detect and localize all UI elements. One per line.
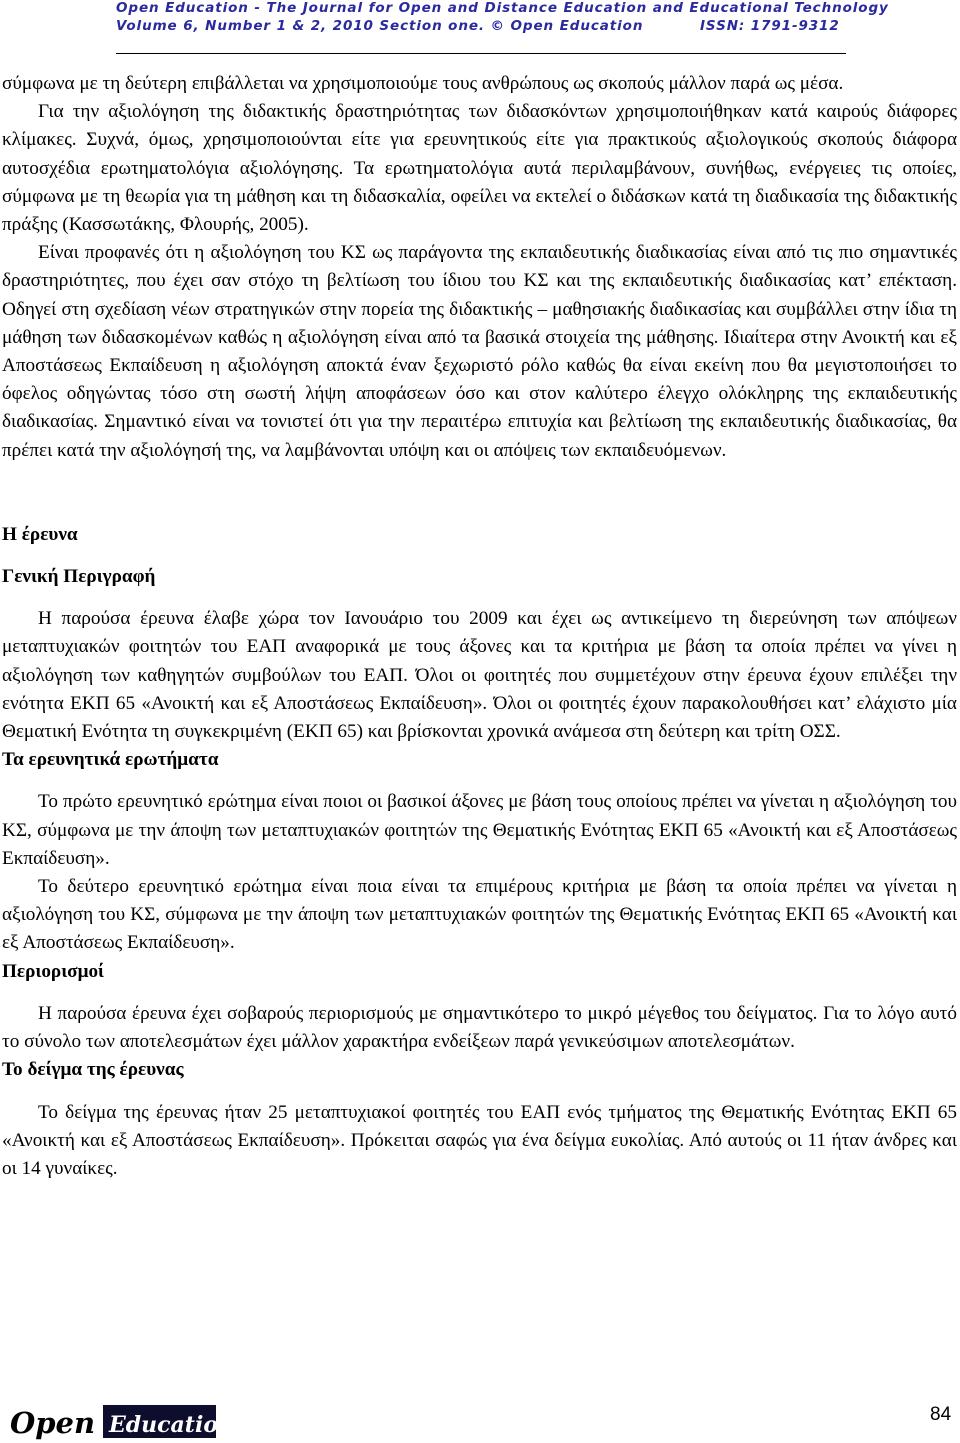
issn: ISSN: 1791-9312 (700, 18, 840, 34)
paragraph: Το πρώτο ερευνητικό ερώτημα είναι ποιοι οι βασικοί άξονες με βάση τους οποίους πρέπει να γίνεται η αξιολόγηση του ΚΣ, σύμφωνα με την άποψη των μεταπτυχιακών φοιτητών της Θεματικής Ενότητας ΕΚΠ 65 «Ανοικτή και εξ Αποστάσεως Εκπαίδευση». (2, 791, 957, 869)
paragraph: Το δείγμα της έρευνας ήταν 25 μεταπτυχιακοί φοιτητές του ΕΑΠ ενός τμήματος της Θεματικής Ενότητας ΕΚΠ 65 «Ανοικτή και εξ Αποστάσεως Εκπαίδευση». Πρόκειται σαφώς για ένα δείγμα ευκολίας. Από αυτούς οι 11 ήταν άνδρες και οι 14 γυναίκες. (2, 1101, 957, 1179)
spacer (2, 465, 957, 521)
subsection-heading: Περιορισμοί (2, 960, 105, 982)
section-heading: Η έρευνα (2, 523, 78, 545)
volume-info: Volume 6, Number 1 & 2, 2010 Section one. © Open Education (116, 18, 644, 34)
journal-title: Open Education - The Journal for Open and Distance Education and Educational Technology (116, 0, 889, 16)
paragraph: Είναι προφανές ότι η αξιολόγηση του ΚΣ ως παράγοντα της εκπαιδευτικής διαδικασίας είναι από τις πιο σημαντικές δραστηριότητες, που έχει σαν στόχο τη βελτίωση του ίδιου του ΚΣ και της εκπαιδευτικής διαδικασίας κατ’ επέκταση. Οδηγεί στη σχεδίαση νέων στρατηγικών στην πορεία της διδακτικής – μαθησιακής διαδικασίας και συμβάλλει στην ίδια τη μάθηση των διδασκομένων καθώς η αξιολόγηση είναι από τα βασικά στοιχεία της μάθησης. Ιδιαίτερα στην Ανοικτή και εξ Αποστάσεως Εκπαίδευση η αξιολόγηση αποκτά έναν ξεχωριστό ρόλο καθώς θα είναι εκείνη που θα μεγιστοποιήσει το όφελος οδηγώντας τόσο στη σωστή λήψη αποφάσεων όσο και στον καλύτερο έλεγχο ολόκληρης της εκπαιδευτικής διαδικασίας. Σημαντικό είναι να τονιστεί ότι για την περαιτέρω επιτυχία και βελτίωση της εκπαιδευτικής διαδικασίας, θα πρέπει κατά την αξιολόγησή της, να λαμβάνονται υπόψη και οι απόψεις των εκπαιδευόμενων. (2, 242, 957, 461)
page-header (0, 0, 960, 60)
logo-word-open: Open (10, 1406, 96, 1440)
spacer (2, 591, 957, 605)
paragraph: Για την αξιολόγηση της διδακτικής δραστηριότητας των διδασκόντων χρησιμοποιήθηκαν κατά καιρούς διάφορες κλίμακες. Συχνά, όμως, χρησιμοποιούνται είτε για ερευνητικούς είτε για πρακτικούς αξιολογικούς σκοπούς διάφορα αυτοσχέδια ερωτηματολόγια αξιολόγησης. Τα ερωτηματολόγια αυτά περιλαμβάνουν, συνήθως, ενέργειες τις οποίες, σύμφωνα με τη θεωρία για τη μάθηση και τη διδασκαλία, οφείλει να εκτελεί ο διδάσκων κατά τη διαδικασία της διδακτικής πράξης (Κασσωτάκης, Φλουρής, 2005). (2, 101, 957, 236)
open-education-logo (6, 1402, 234, 1440)
subsection-heading: Το δείγμα της έρευνας (2, 1059, 184, 1081)
logo-word-education: Education (109, 1412, 234, 1438)
paragraph: Η παρούσα έρευνα έλαβε χώρα τον Ιανουάριο του 2009 και έχει ως αντικείμενο τη διερεύνηση των απόψεων μεταπτυχιακών φοιτητών του ΕΑΠ αναφορικά με τους άξονες και τα κριτήρια με βάση τα οποία πρέπει να γίνει η αξιολόγηση των καθηγητών συμβούλων του ΕΑΠ. Όλοι οι φοιτητές που συμμετέχουν στην έρευνα έχουν επιλέξει την ενότητα ΕΚΠ 65 «Ανοικτή και εξ Αποστάσεως Εκπαίδευση». Όλοι οι φοιτητές έχουν παρακολουθήσει κατ’ ελάχιστο μία Θεματική Ενότητα τη συγκεκριμένη (ΕΚΠ 65) και βρίσκονται χρονικά ανάμεσα στη δεύτερη και τρίτη ΟΣΣ. (2, 608, 957, 743)
paragraph: Το δεύτερο ερευνητικό ερώτημα είναι ποια είναι τα επιμέρους κριτήρια με βάση τα οποία πρέπει να γίνεται η αξιολόγηση του ΚΣ, σύμφωνα με την άποψη των μεταπτυχιακών φοιτητών της Θεματικής Ενότητας ΕΚΠ 65 «Ανοικτή και εξ Αποστάσεως Εκπαίδευση». (2, 876, 957, 954)
spacer (2, 774, 957, 788)
spacer (2, 549, 957, 563)
subsection-heading: Γενική Περιγραφή (2, 566, 156, 588)
spacer (2, 1085, 957, 1099)
page-number: 84 (930, 1404, 952, 1425)
spacer (2, 986, 957, 1000)
article-body (2, 70, 957, 1183)
header-divider (116, 53, 846, 54)
subsection-heading: Τα ερευνητικά ερωτήματα (2, 749, 219, 771)
paragraph: Η παρούσα έρευνα έχει σοβαρούς περιορισμούς με σημαντικότερο το μικρό μέγεθος του δείγματος. Για το λόγο αυτό το σύνολο των αποτελεσμάτων έχει μάλλον χαρακτήρα ενδείξεων παρά γενικεύσιμων αποτελεσμάτων. (2, 1002, 957, 1053)
paragraph: σύμφωνα με τη δεύτερη επιβάλλεται να χρησιμοποιούμε τους ανθρώπους ως σκοπούς μάλλον παρά ως μέσα. (2, 73, 844, 94)
